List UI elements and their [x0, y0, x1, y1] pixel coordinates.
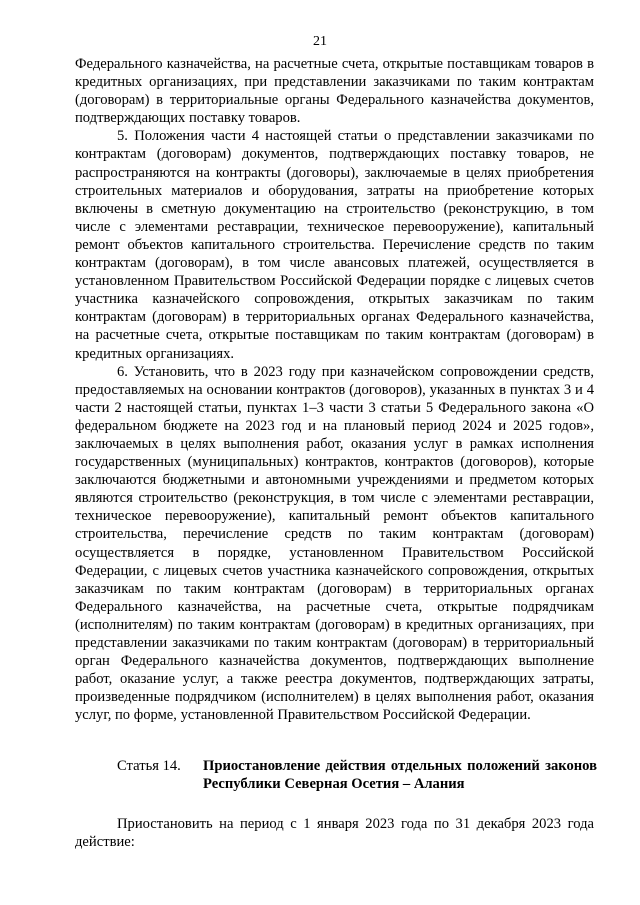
paragraph-suspension: Приостановить на период с 1 января 2023 года по 31 декабря 2023 года действие: [75, 816, 594, 851]
document-body [75, 55, 594, 724]
article-body [75, 815, 594, 851]
paragraph-item-6: 6. Установить, что в 2023 году при казначейском сопровождении средств, предоставляемых на основании контрактов (договоров), указанных в пунктах 3 и 4 части 2 настоящей статьи, пунктах 1–3 части 3 статьи 5 Федерального закона «О федеральном бюджете на 2023 год и на плановый период 2024 и 2025 годов», заключаемых в целях выполнения работ, оказания услуг в рамках исполнения государственных (муниципальных) контрактов, контрактов (договоров), которые заключаются бюджетными и автономными учреждениями и предметом которых являются строительство (реконструкция, в том числе с элементами реставрации, техническое перевооружение), капитальный ремонт объектов капитального строительства, перечисление средств по таким контрактам (договорам) осуществляется в порядке, установленном Правительством Российской Федерации, с лицевых счетов участника казначейского сопровождения, открытых заказчикам по таким контрактам (договорам) в территориальных органах Федерального казначейства, на расчетные счета, открытые подрядчикам (исполнителям) по таким контрактам (договорам) в кредитных организациях, при представлении заказчиками по таким контрактам (договорам) в территориальный орган Федерального казначейства документов, подтверждающих выполнение работ, оказание услуг, а также реестра документов, подтверждающих затраты, произведенные подрядчиком (исполнителем) в целях выполнения работ, оказания услуг, по форме, установленной Правительством Российской Федерации. [75, 363, 594, 724]
article-title: Приостановление действия отдельных положений законов Республики Северная Осетия – Алания [203, 758, 597, 793]
article-heading [117, 757, 597, 793]
page-number: 21 [313, 34, 327, 49]
paragraph-continuation: Федерального казначейства, на расчетные счета, открытые поставщикам товаров в кредитных организациях, при представлении заказчиками по таким контрактам (договорам) в территориальные органы Федерального казначейства документов, подтверждающих поставку товаров. [75, 56, 594, 127]
article-number: Статья 14. [117, 758, 181, 774]
paragraph-item-5: 5. Положения части 4 настоящей статьи о представлении заказчиками по контрактам (договорам) документов, подтверждающих поставку товаров, не распространяются на контракты (договоры), заключаемые в целях приобретения строительных материалов и оборудования, затраты на приобретение которых включены в сметную документацию на строительство (реконструкцию, в том числе с элементами реставрации, техническое перевооружение), капитальный ремонт объектов капитального строительства. Перечисление средств по таким контрактам (договорам), в том числе авансовых платежей, осуществляется в установленном Правительством Российской Федерации порядке с лицевых счетов участника казначейского сопровождения, открытых заказчикам по таким контрактам (договорам) в территориальных органах Федерального казначейства, на расчетные счета, открытые поставщикам по таким контрактам (договорам) в кредитных организациях. [75, 128, 594, 362]
